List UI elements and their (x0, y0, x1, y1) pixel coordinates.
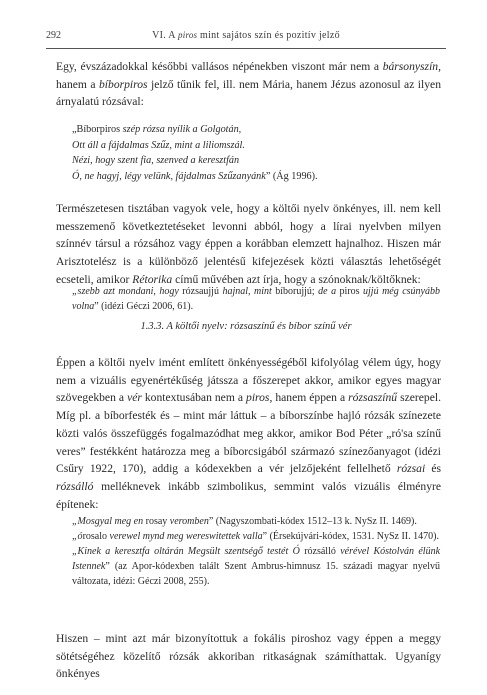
text: , hanem éppen a (269, 391, 349, 405)
text: Éppen a költői nyelv imént említett önkényességéből kifolyólag vélem úgy, hogy nem a vizuális egyenértékűség játssza a főszerepet akkor, amikor egyes magyar szövegekben a (56, 356, 441, 405)
italic-text: „szebb azt mondani, hogy (72, 286, 179, 297)
citation: ” (az Apor-kódexben talált Szent Ambrus-himnusz 15. századi magyar nyelvű változata, idézi: Géczi 2008, 255). (72, 561, 440, 587)
text: Egy, évszázadokkal későbbi vallásos népénekben viszont már nem a (56, 60, 383, 73)
italic-text: „Kinek a keresztfa oltárán Megsült szentségő testét Ó (72, 546, 300, 557)
example-1 (72, 514, 440, 529)
text: rózsálló (299, 546, 341, 557)
running-title-italic: piros (178, 30, 198, 40)
paragraph-2 (56, 200, 441, 289)
text: , hanem a (56, 60, 441, 91)
poem-line-1 (72, 122, 437, 138)
text: piros (336, 286, 364, 297)
italic-text: vérével Kóstolván élünk Istennek (72, 546, 441, 572)
italic-text: piros (246, 391, 270, 405)
text: és (425, 462, 441, 476)
italic-text: veromben (169, 516, 209, 527)
italic-text: rózsaszínű (348, 391, 398, 405)
text: szerepel. Míg pl. a bíborfesték és – mint már láttuk – a bíborszínbe hajló rózsák színezete közti valós összefüggés fogalmazódhat meg akkor, amikor Bod Péter „ró'sa színű veres” festékként határozza meg a bíborcsigából származó színezőanyagot (idézi Csűry 1922, 170), addig a kódexekben a vér jelzőjeként fellelhető (56, 391, 441, 476)
italic-text: rózsálló (56, 479, 94, 493)
text: című művében azt írja, hogy a szónoknak/költőknek: (172, 272, 421, 286)
examples-list (72, 514, 440, 589)
paragraph-1 (56, 58, 441, 111)
poem-line-3: Nézi, hogy szent fia, szenved a keresztfán (72, 155, 240, 167)
paragraph-4 (56, 630, 441, 683)
poem-quote (72, 122, 437, 185)
citation: ” (Nagyszombati-kódex 1512–13 k. NySz II. 1469). (208, 516, 417, 527)
text: rózsaujjú (178, 286, 223, 297)
running-title-suffix: mint sajátos szín és pozitív jelző (197, 30, 340, 41)
citation: ” (Ág 1996). (265, 171, 318, 183)
italic-text: szép rózsa nyílik a Golgotán, (122, 124, 242, 135)
text: „Bíborpiros (72, 124, 123, 135)
italic-text: rózsai (396, 462, 426, 476)
italic-text: bársonyszín (382, 60, 439, 73)
italic-text: „ó (72, 531, 83, 542)
text: kontextusában nem a (141, 391, 247, 405)
text: bíborujjú; (271, 286, 319, 297)
text: Hiszen – mint azt már bizonyítottuk a fokális piroshoz vagy éppen a meggy sötétségéhez közelítő rózsák akkoriban ritkaságnak számíthattak. Ugyanígy önkényes (56, 632, 441, 681)
header-rule (46, 48, 446, 49)
italic-text: vér (127, 391, 142, 405)
paragraph-3 (56, 354, 441, 513)
italic-text: ujjú még csúnyább volna (72, 286, 440, 312)
block-quote-aristotle (72, 284, 440, 314)
poem-line-2: Ott áll a fájdalmas Szűz, mint a liliomszál. (72, 139, 245, 151)
page-number: 292 (46, 30, 61, 41)
italic-text: „Mosgyal meg en (72, 516, 144, 527)
running-title-prefix: VI. A (152, 30, 179, 41)
italic-text: hajnal, mint (222, 286, 272, 297)
text: rosalo (82, 531, 110, 542)
italic-text: Rétorika (132, 272, 173, 286)
running-header (46, 30, 446, 44)
citation: ” (idézi Géczi 2006, 61). (94, 301, 194, 312)
italic-text: Ó, ne hagyj, légy velünk, fájdalmas Szűzanyánk (72, 171, 266, 183)
italic-text: de a (318, 286, 337, 297)
poem-line-4 (72, 169, 437, 185)
italic-text: bíborpiros (99, 77, 148, 91)
italic-text: verewel mynd meg wereswitettek valla (109, 531, 263, 542)
section-heading: 1.3.3. A költői nyelv: rózsaszínű és bíbor színű vér (140, 321, 352, 332)
text: melléknevek inkább szimbolikus, semmint valós vizuális élményre építenek: (56, 479, 441, 511)
example-3 (72, 544, 440, 589)
citation: ” (Érsekújvári-kódex, 1531. NySz II. 1470). (262, 531, 439, 542)
example-2 (72, 529, 440, 544)
text: jelző tűnik fel, ill. nem Mária, hanem Jézus azonosul az ilyen árnyalatú rózsával: (56, 77, 441, 109)
running-title (46, 30, 446, 41)
text: Természetesen tisztában vagyok vele, hogy a költői nyelv önkényes, ill. nem kell messzemenő következtetéseket levonni abból, hogy a lírai nyelvben milyen színnév társul a rózsához vagy éppen a korábban elemzett hajnalhoz. Hiszen már Arisztotelész is a különböző jelentésű kifejezések közti választás lehetőségét ecseteli, amikor (56, 202, 441, 286)
text: rosay (143, 516, 170, 527)
